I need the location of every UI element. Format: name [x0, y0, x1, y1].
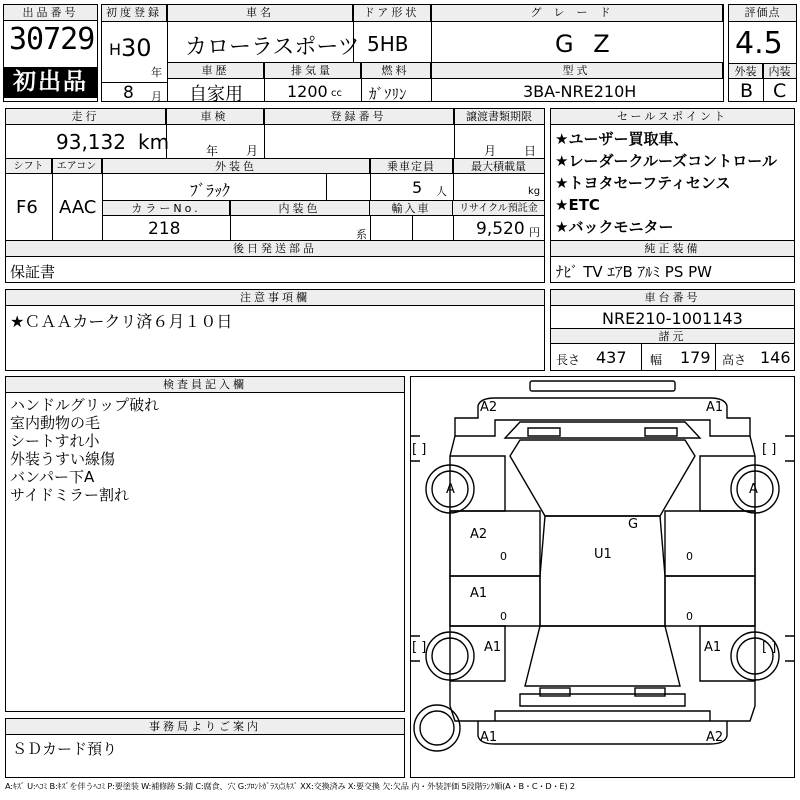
- length-label: 長さ: [556, 353, 581, 367]
- displacement: 1200: [287, 82, 328, 101]
- inspector-note: バンパー下A: [10, 468, 95, 486]
- recycle-unit: 円: [529, 226, 540, 239]
- exterior-label: 外装: [729, 63, 763, 79]
- mileage-unit: km: [138, 130, 170, 154]
- mark-right-rear-fender: A1: [704, 640, 722, 655]
- mark-front-left-bumper: A2: [480, 400, 498, 415]
- transfer-day-unit: 日: [524, 144, 537, 158]
- chassis-number: NRE210-1001143: [602, 309, 743, 328]
- width-label: 幅: [650, 353, 663, 367]
- grade-label: グレード: [431, 5, 723, 22]
- inspector-note: 室内動物の毛: [10, 414, 101, 432]
- recycle-label: リサイクル預託金: [453, 201, 544, 216]
- interior-label: 内装: [763, 63, 796, 79]
- mark-rear-right-bumper: A2: [706, 730, 724, 745]
- header-table: [3, 4, 797, 105]
- sales-point: ★トヨタセーフティセンス: [555, 174, 731, 192]
- sales-points-list: [551, 128, 794, 238]
- lot-no: 30729: [9, 22, 95, 57]
- spec-label: 諸元: [551, 329, 794, 344]
- int-color-unit: 系: [356, 228, 367, 241]
- score: 4.5: [735, 26, 783, 61]
- fuel: ｶﾞｿﾘﾝ: [369, 85, 407, 103]
- mileage-label: 走行: [6, 109, 166, 125]
- mark-right-front-wheel: A: [749, 482, 758, 497]
- ext-color-label: 外装色: [103, 159, 370, 174]
- mark-bracket-right: [ ]: [762, 442, 777, 457]
- sales-point: ★バックモニター: [555, 218, 674, 236]
- later-parts: 保証書: [10, 263, 56, 281]
- reg-year: 30: [121, 34, 152, 62]
- shift: F6: [16, 197, 38, 218]
- equipment-label: 純正装備: [551, 241, 794, 257]
- inspector-note: サイドミラー割れ: [10, 486, 129, 504]
- ac-label: エアコン: [52, 159, 102, 174]
- height: 146: [760, 348, 791, 367]
- reg-label: 初度登録: [102, 5, 167, 22]
- capacity-label: 乗車定員: [370, 159, 453, 174]
- capacity-unit: 人: [436, 185, 447, 198]
- history-label: 車歴: [168, 63, 264, 79]
- mark-bracket-right-rear: [ ]: [762, 640, 777, 655]
- first-listing-badge: 初出品: [4, 67, 97, 98]
- length: 437: [596, 348, 627, 367]
- ac: AAC: [59, 197, 97, 218]
- reg-no-label: 登録番号: [264, 109, 454, 125]
- chassis-label: 車台番号: [551, 290, 794, 306]
- mark-rear-left-bumper: A1: [480, 730, 498, 745]
- shift-label: シフト: [6, 159, 52, 174]
- mark-left-rear-door: A1: [470, 586, 488, 601]
- mark-left-front-door-sub: 0: [500, 550, 507, 563]
- height-label: 高さ: [722, 353, 747, 367]
- inspection-label: 車検: [166, 109, 264, 125]
- mark-bracket-left-rear: [ ]: [412, 640, 427, 655]
- mark-left-front-door: A2: [470, 527, 488, 542]
- inspection-year-unit: 年: [206, 144, 219, 158]
- mileage: 93,132: [56, 130, 126, 154]
- recycle: 9,520: [476, 219, 525, 239]
- color-no: 218: [148, 219, 181, 239]
- inspection-month-unit: 月: [246, 144, 259, 158]
- mark-bracket-left: [ ]: [412, 442, 427, 457]
- notes-text: ★ＣＡＡカークリ済６月１０日: [10, 312, 233, 331]
- mark-windshield: G: [628, 517, 639, 532]
- mark-left-front-wheel: A: [446, 482, 455, 497]
- car-diagram: [410, 376, 795, 778]
- mark-right-rear-door-sub: 0: [686, 610, 693, 623]
- inspector-notes: [6, 396, 404, 504]
- sales-point: ★ETC: [555, 196, 600, 214]
- score-label: 評価点: [729, 5, 796, 22]
- import-label: 輸入車: [370, 201, 453, 216]
- equipment: ﾅﾋﾞ TV ｴｱB ｱﾙﾐ PS PW: [556, 263, 712, 281]
- office-label: 事務局よりご案内: [6, 719, 404, 735]
- later-parts-label: 後日発送部品: [6, 241, 544, 257]
- interior-grade: C: [773, 80, 787, 102]
- inspector-note: シートすれ小: [10, 432, 100, 450]
- inspector-label: 検査員記入欄: [6, 377, 404, 393]
- sales-point: ★ユーザー買取車、: [555, 130, 689, 148]
- door-label: ドア形状: [353, 5, 431, 22]
- notes-label: 注意事項欄: [6, 290, 544, 306]
- model-label: 型式: [431, 63, 723, 79]
- car-name-label: 車名: [168, 5, 353, 22]
- transfer-month-unit: 月: [484, 144, 497, 158]
- transfer-label: 譲渡書類期限: [454, 109, 544, 125]
- grade: G Z: [555, 30, 616, 58]
- sales-points-label: セールスポイント: [551, 109, 794, 125]
- load-label: 最大積載量: [453, 159, 544, 174]
- reg-month: 8: [123, 83, 134, 103]
- legend-footer: A:ｷｽﾞ U:ﾍｺﾐ B:ｷｽﾞを伴うﾍｺﾐ P:要塗装 W:補修跡 S:錆 C:腐食、穴 G:ﾌﾛﾝﾄｶﾞﾗｽ点ｷｽﾞ XX:交換済み X:要交換 欠:欠品 内・外装評価 5段階ﾗﾝｸ順(A・B・C・D・E) 2: [5, 781, 575, 791]
- mark-left-rear-door-sub: 0: [500, 610, 507, 623]
- displacement-unit: cc: [331, 88, 342, 99]
- mark-front-right-bumper: A1: [706, 400, 724, 415]
- capacity: 5: [412, 178, 423, 197]
- color-no-label: カラーNo.: [103, 201, 230, 216]
- mark-left-rear-fender: A1: [484, 640, 502, 655]
- load-unit: kg: [528, 186, 541, 197]
- mark-right-front-door-sub: 0: [686, 550, 693, 563]
- door: 5HB: [367, 32, 409, 56]
- width: 179: [680, 348, 711, 367]
- reg-month-unit: 月: [151, 90, 162, 103]
- history: 自家用: [189, 84, 243, 105]
- displacement-label: 排気量: [264, 63, 361, 79]
- mark-roof: U1: [594, 547, 612, 562]
- lot-no-label: 出品番号: [3, 4, 98, 21]
- reg-era: H: [109, 40, 122, 59]
- exterior-grade: B: [740, 80, 754, 102]
- office-text: ＳＤカード預り: [12, 740, 118, 758]
- inspector-note: ハンドルグリップ破れ: [10, 396, 160, 414]
- car-name: カローラスポーツ: [185, 35, 360, 60]
- ext-color: ﾌﾞﾗｯｸ: [190, 181, 231, 200]
- int-color-label: 内装色: [230, 201, 370, 216]
- reg-year-unit: 年: [151, 66, 162, 79]
- fuel-label: 燃料: [361, 63, 431, 79]
- model: 3BA-NRE210H: [523, 82, 637, 101]
- inspector-note: 外装うすい線傷: [10, 450, 116, 468]
- sales-point: ★レーダークルーズコントロール: [555, 152, 777, 170]
